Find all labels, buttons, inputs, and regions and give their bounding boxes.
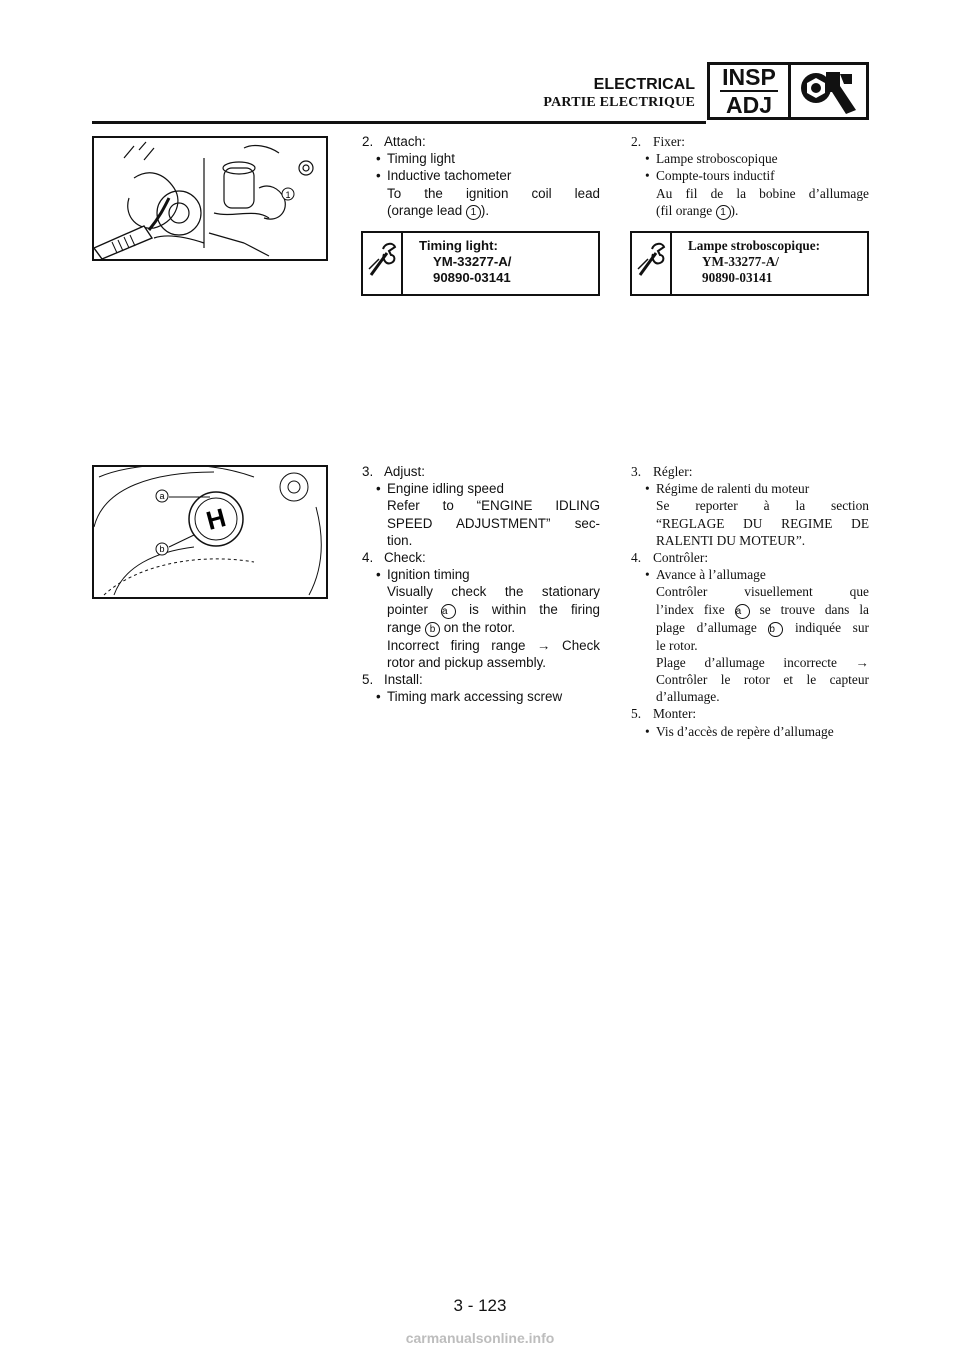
step-title: Monter: xyxy=(653,706,697,722)
bullet-item: Ignition timing xyxy=(387,567,470,583)
insp-adj-badge xyxy=(707,62,869,120)
tool-icon xyxy=(632,233,672,294)
en-special-tool-box xyxy=(361,231,600,296)
step-text: ). xyxy=(730,202,739,218)
step-text: range xyxy=(387,619,425,635)
callout-b-marker: b xyxy=(768,622,783,637)
tool-code: YM-33277-A/ xyxy=(702,254,779,269)
bullet-item: Engine idling speed xyxy=(387,481,504,497)
step-text: d’allumage. xyxy=(656,689,720,705)
tool-code: 90890-03141 xyxy=(433,270,511,285)
step-number: 5. xyxy=(362,672,374,688)
step-title: Fixer: xyxy=(653,134,685,149)
step-text: Contrôler visuellement que xyxy=(656,584,869,600)
step-text: “REGLAGE DU REGIME DE xyxy=(656,515,869,531)
step-text: (orange lead xyxy=(387,202,466,218)
callout-a-marker: a xyxy=(441,604,456,619)
bullet-item: Inductive tachometer xyxy=(387,168,512,184)
tool-code: 90890-03141 xyxy=(702,270,773,285)
step-title: Régler: xyxy=(653,464,693,479)
step-title: Attach: xyxy=(384,134,426,149)
step-number: 3. xyxy=(362,464,374,479)
callout-1-marker: 1 xyxy=(466,205,481,220)
step-text: l’index fixe xyxy=(656,601,735,617)
step-number: 4. xyxy=(631,550,642,566)
step-title: Adjust: xyxy=(384,464,425,479)
step-text: ). xyxy=(480,202,490,218)
step-title: Install: xyxy=(384,672,423,688)
step-text: Au fil de la bobine d’allumage xyxy=(656,185,869,201)
page-number: 3 - 123 xyxy=(453,1296,507,1315)
tool-label: Timing light: xyxy=(419,238,498,253)
step-text: Visually check the stationary xyxy=(387,584,600,600)
step-title: Contrôler: xyxy=(653,550,709,566)
step-text: indiquée sur xyxy=(783,619,869,635)
bullet-item: Vis d’accès de repère d’allumage xyxy=(656,723,834,739)
step-text: se trouve dans la xyxy=(749,601,869,617)
step-text: Refer to “ENGINE IDLING xyxy=(387,498,600,514)
step-text: is within the firing xyxy=(456,601,600,617)
step-text: (fil orange xyxy=(656,202,716,218)
step-text: rotor and pickup assembly. xyxy=(387,654,547,670)
tool-label: Lampe stroboscopique: xyxy=(688,238,821,253)
step-number: 2. xyxy=(631,134,642,149)
step-text: Se reporter à la section xyxy=(656,498,869,514)
section-title: ELECTRICAL xyxy=(593,76,695,93)
tool-code: YM-33277-A/ xyxy=(433,254,512,269)
wrench-icon xyxy=(791,65,866,117)
bullet-item: Lampe stroboscopique xyxy=(656,151,778,167)
badge-insp-label: INSP xyxy=(722,64,776,90)
step-text: Incorrect firing range → Check xyxy=(387,637,600,653)
step-text: le rotor. xyxy=(656,637,698,653)
rotor-timing-illustration xyxy=(94,467,326,597)
step-title: Check: xyxy=(384,550,426,566)
en-steps-3-5: 3. Adjust: • Engine idling speed Refer to “ENGINE IDLING SPEED ADJUSTMENT” sec- tion. 4. Check: • Ignition timing Visually check the stationary pointer a is within the firing range b on the rotor. Incorrect firing range → Check rotor and pickup assembly. 5. Install: • Timing mark accessing screw xyxy=(362,464,600,705)
callout-b-marker: b xyxy=(425,622,440,637)
step-number: 4. xyxy=(362,550,374,566)
engine-wiring-illustration xyxy=(94,138,326,259)
fr-step-2: 2. Fixer: • Lampe stroboscopique • Compte-tours inductif Au fil de la bobine d’allumage (fil orange 1 ). xyxy=(631,134,869,218)
bullet-item: Compte-tours inductif xyxy=(656,168,775,184)
callout-a-marker: a xyxy=(735,604,750,619)
step-text: Plage d’allumage incorrecte → xyxy=(656,654,869,670)
en-step-2: 2. Attach: • Timing light • Inductive tachometer To the ignition coil lead (orange lead 1 ). xyxy=(362,134,600,218)
timing-mark-h: H xyxy=(203,502,229,536)
step-number: 5. xyxy=(631,706,642,722)
figure2-callout-b: b xyxy=(159,544,165,554)
fr-steps-3-5: 3. Régler: • Régime de ralenti du moteur Se reporter à la section “REGLAGE DU REGIME DE RALENTI DU MOTEUR”. 4. Contrôler: • Avance à l’allumage Contrôler visuellement que l’index fixe a se trouve dans la plage d’allumage b indiquée sur le rotor. Plage d’allumage incorrecte → Contrôler le rotor et le capteur d’allumage. 5. Monter: • Vis d’accès de repère d’allumage xyxy=(631,464,869,739)
badge-adj-label: ADJ xyxy=(725,92,772,118)
step-text: RALENTI DU MOTEUR”. xyxy=(656,532,806,548)
step-text: on the rotor. xyxy=(439,619,516,635)
step-number: 3. xyxy=(631,464,642,479)
section-subtitle: PARTIE ELECTRIQUE xyxy=(543,95,695,110)
tool-icon xyxy=(363,233,403,294)
figure2-callout-a: a xyxy=(159,491,165,501)
header-rule xyxy=(92,121,706,124)
step-text: tion. xyxy=(387,532,413,548)
step-text: pointer xyxy=(387,601,442,617)
figure-timing-light-attach xyxy=(92,136,328,261)
step-text: Contrôler le rotor et le capteur xyxy=(656,672,869,688)
bullet-item: Avance à l’allumage xyxy=(656,567,766,583)
bullet-item: Timing light xyxy=(387,151,455,167)
step-text: plage d’allumage xyxy=(656,619,769,635)
callout-1-marker: 1 xyxy=(716,205,731,220)
watermark[interactable]: carmanualsonline.info xyxy=(405,1330,555,1346)
step-number: 2. xyxy=(362,134,374,149)
step-text: SPEED ADJUSTMENT” sec- xyxy=(387,515,600,531)
fr-special-tool-box xyxy=(630,231,869,296)
figure-timing-mark xyxy=(92,465,328,599)
figure1-callout-1: 1 xyxy=(285,190,291,200)
step-text: To the ignition coil lead xyxy=(387,185,600,201)
bullet-item: Timing mark accessing screw xyxy=(387,689,563,705)
bullet-item: Régime de ralenti du moteur xyxy=(656,481,810,497)
